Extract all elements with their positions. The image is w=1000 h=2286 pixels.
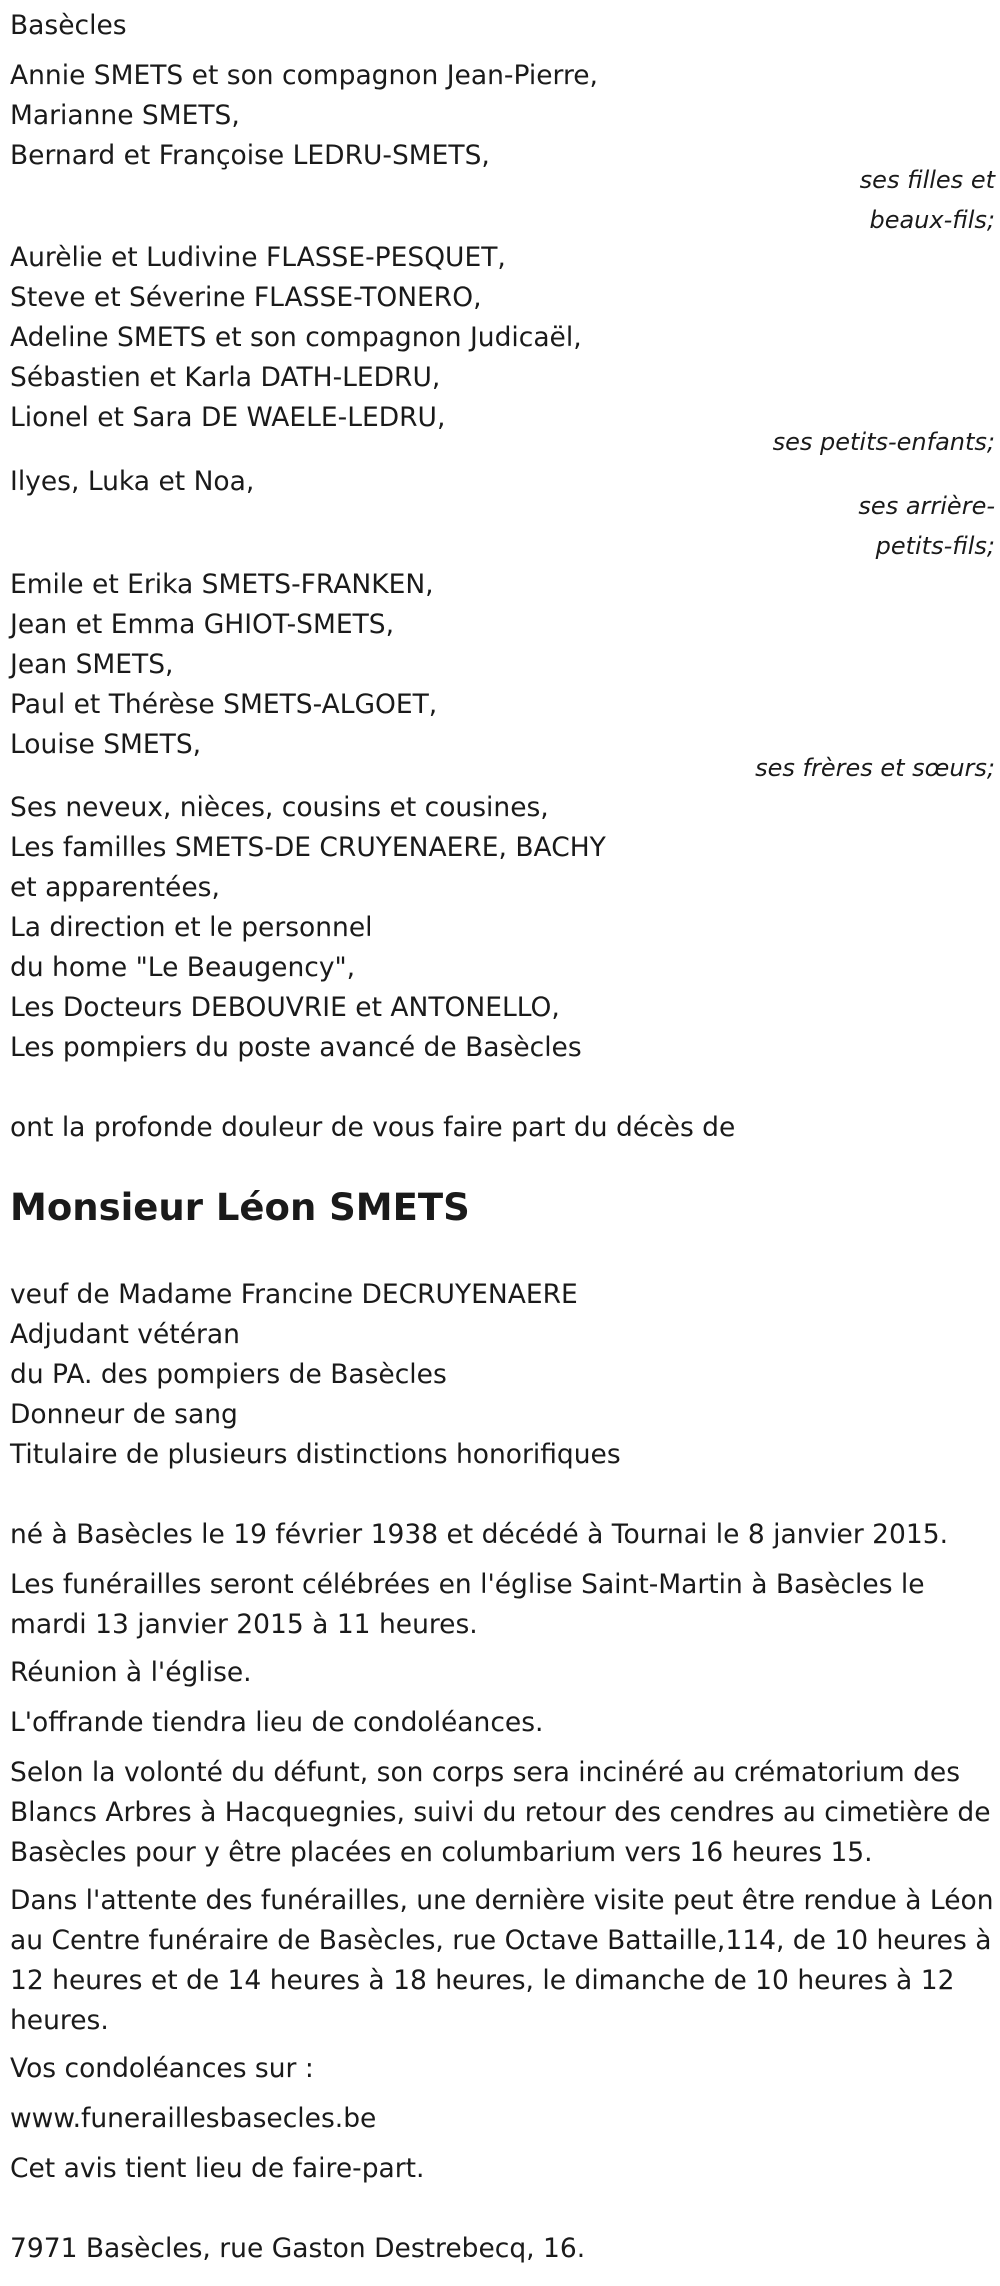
funeral-info: Les funérailles seront célébrées en l'église Saint-Martin à Basècles le mardi 13 janvier 2015 à 11 heures. [10, 1569, 925, 1640]
deceased-detail: du PA. des pompiers de Basècles [10, 1359, 447, 1390]
sibling-line: Louise SMETS, [10, 729, 202, 760]
daughters-relation: ses filles et [859, 166, 995, 194]
deceased-detail: Donneur de sang [10, 1399, 238, 1430]
deceased-detail: veuf de Madame Francine DECRUYENAERE [10, 1279, 578, 1310]
daughter-line: Marianne SMETS, [10, 100, 240, 131]
condolences-website[interactable]: www.funeraillesbasecles.be [10, 2103, 377, 2134]
other-mourners-line: La direction et le personnel [10, 912, 373, 943]
deceased-name: Monsieur Léon SMETS [10, 1186, 470, 1229]
birth-death: né à Basècles le 19 février 1938 et décédé à Tournai le 8 janvier 2015. [10, 1519, 949, 1550]
offering-info: L'offrande tiendra lieu de condoléances. [10, 1707, 544, 1738]
grandchildren-relation: ses petits-enfants; [772, 428, 995, 456]
grandchild-line: Steve et Séverine FLASSE-TONERO, [10, 282, 482, 313]
condolences-label: Vos condoléances sur : [10, 2053, 314, 2084]
daughter-line: Annie SMETS et son compagnon Jean-Pierre, [10, 60, 598, 91]
great-grandchildren-line: Ilyes, Luka et Noa, [10, 466, 255, 497]
great-grandchildren-relation: ses arrière- [858, 492, 995, 520]
address: 7971 Basècles, rue Gaston Destrebecq, 16. [10, 2233, 586, 2264]
other-mourners-line: Les Docteurs DEBOUVRIE et ANTONELLO, [10, 992, 560, 1023]
sibling-line: Paul et Thérèse SMETS-ALGOET, [10, 689, 438, 720]
other-mourners-line: Ses neveux, nièces, cousins et cousines, [10, 792, 549, 823]
announcement: ont la profonde douleur de vous faire part du décès de [10, 1112, 736, 1143]
sibling-line: Emile et Erika SMETS-FRANKEN, [10, 569, 434, 600]
grandchild-line: Lionel et Sara DE WAELE-LEDRU, [10, 402, 446, 433]
other-mourners-line: et apparentées, [10, 872, 220, 903]
grandchild-line: Adeline SMETS et son compagnon Judicaël, [10, 322, 582, 353]
daughters-relation: beaux-fils; [869, 206, 995, 234]
siblings-relation: ses frères et sœurs; [755, 754, 995, 782]
other-mourners-line: Les pompiers du poste avancé de Basècles [10, 1032, 582, 1063]
grandchild-line: Sébastien et Karla DATH-LEDRU, [10, 362, 441, 393]
great-grandchildren-relation: petits-fils; [875, 532, 995, 560]
visit-info: Dans l'attente des funérailles, une dernière visite peut être rendue à Léon au Centre funéraire de Basècles, rue Octave Battaille,114, de 10 heures à 12 heures et de 14 heures à 18 heures, le dimanche de 10 heures à 12 heures. [10, 1885, 994, 2036]
faire-part-note: Cet avis tient lieu de faire-part. [10, 2153, 425, 2184]
meeting-info: Réunion à l'église. [10, 1657, 252, 1688]
cremation-info: Selon la volonté du défunt, son corps sera incinéré au crématorium des Blancs Arbres à Hacquegnies, suivi du retour des cendres au cimetière de Basècles pour y être placées en columbarium vers 16 heures 15. [10, 1757, 991, 1868]
other-mourners-line: du home "Le Beaugency", [10, 952, 356, 983]
deceased-detail: Adjudant vétéran [10, 1319, 240, 1350]
other-mourners-line: Les familles SMETS-DE CRUYENAERE, BACHY [10, 832, 606, 863]
place-heading: Basècles [10, 10, 127, 41]
deceased-detail: Titulaire de plusieurs distinctions honorifiques [10, 1439, 621, 1470]
daughter-line: Bernard et Françoise LEDRU-SMETS, [10, 140, 490, 171]
sibling-line: Jean SMETS, [10, 649, 174, 680]
sibling-line: Jean et Emma GHIOT-SMETS, [10, 609, 395, 640]
grandchild-line: Aurèlie et Ludivine FLASSE-PESQUET, [10, 242, 506, 273]
